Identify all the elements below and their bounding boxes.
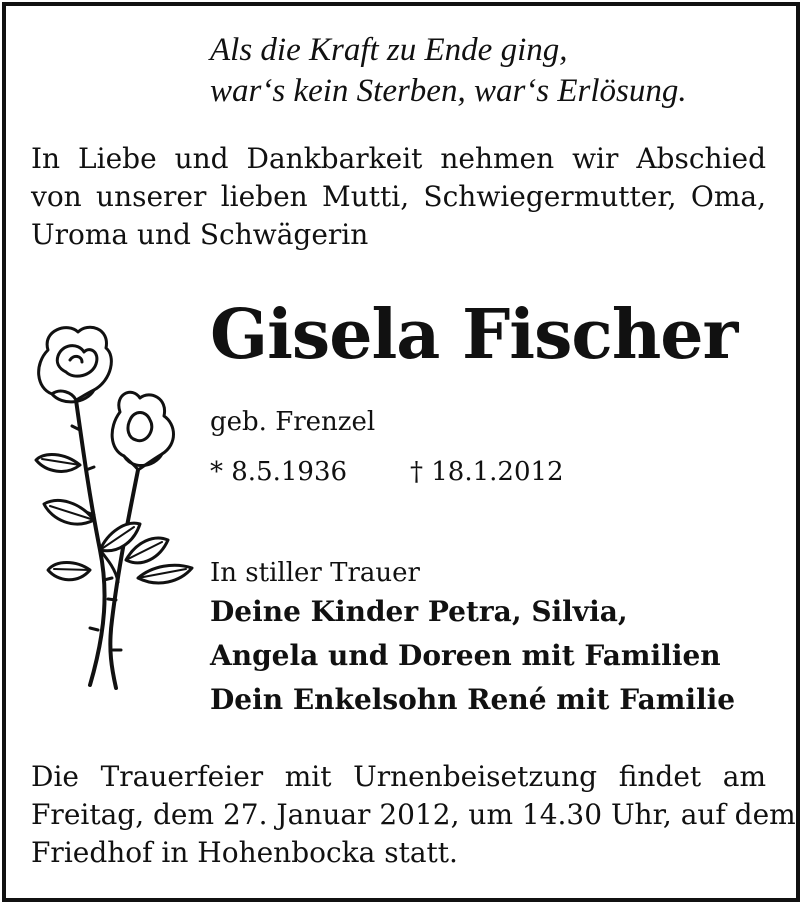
mourners-line-1: Deine Kinder Petra, Silvia,	[210, 595, 628, 628]
maiden-name: geb. Frenzel	[210, 407, 376, 437]
mourners-list	[210, 590, 735, 722]
life-dates	[210, 455, 564, 489]
motto-line-1: Als die Kraft zu Ende ging,	[210, 32, 568, 68]
ceremony-line-1: Die Trauerfeier mit Urnenbeisetzung findet am	[31, 760, 766, 793]
ceremony-paragraph	[31, 758, 796, 872]
intro-line-1: In Liebe und Dankbarkeit nehmen wir Abschied	[31, 142, 766, 175]
mourning-label: In stiller Trauer	[210, 558, 420, 588]
death-date: † 18.1.2012	[410, 457, 564, 487]
intro-line-3: Uroma und Schwägerin	[31, 218, 369, 251]
ceremony-line-2: Freitag, dem 27. Januar 2012, um 14.30 Uhr, auf dem	[31, 798, 796, 831]
birth-date: * 8.5.1936	[210, 457, 348, 487]
intro-paragraph	[31, 140, 766, 254]
intro-line-2: von unserer lieben Mutti, Schwiegermutter, Oma,	[31, 180, 766, 213]
ceremony-line-3: Friedhof in Hohenbocka statt.	[31, 836, 458, 869]
mourners-line-2: Angela und Doreen mit Familien	[210, 639, 721, 672]
deceased-name: Gisela Fischer	[210, 295, 738, 375]
mourners-line-3: Dein Enkelsohn René mit Familie	[210, 683, 736, 716]
rose-icon	[28, 320, 208, 690]
motto-verse	[210, 30, 770, 112]
motto-line-2: war‘s kein Sterben, war‘s Erlösung.	[210, 73, 687, 109]
